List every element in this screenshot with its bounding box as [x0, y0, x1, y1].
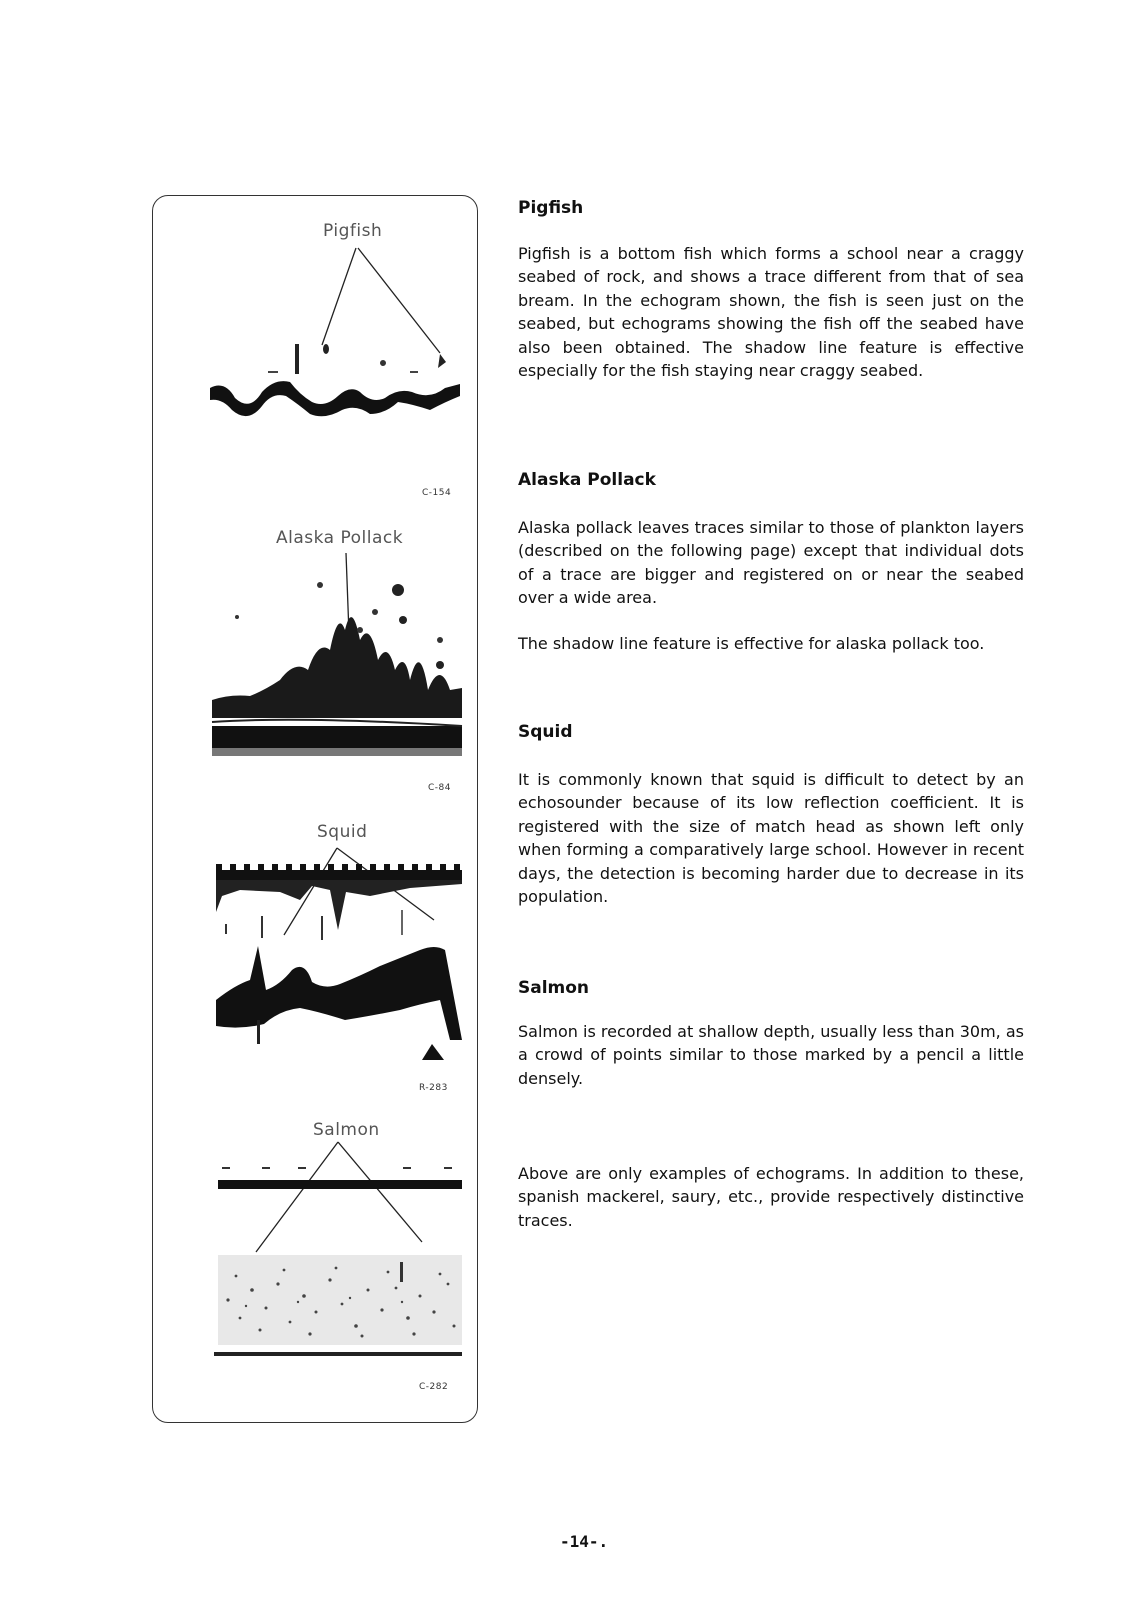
- figure-label-pigfish: Pigfish: [323, 221, 383, 241]
- section-body-pigfish: Pigfish is a bottom fish which forms a school near a craggy seabed of rock, and shows a trace different from that of sea bream. In the echogram shown, the fish is seen just on the seabed, but echograms showing the fish off the seabed have also been obtained. The shadow line feature is effective especially for the fish staying near craggy seabed.: [518, 244, 1024, 381]
- section-title-alaska-pollack: Alaska Pollack: [518, 470, 656, 490]
- section-body-alaska-pollack: Alaska pollack leaves traces similar to those of plankton layers (described on the following page) except that individual dots of a trace are bigger and registered on or near the seabed over a wide area.: [518, 518, 1024, 608]
- section-body-salmon: Salmon is recorded at shallow depth, usually less than 30m, as a crowd of points similar to those marked by a pencil a little densely.: [518, 1022, 1024, 1088]
- figure-code-salmon: C-282: [419, 1382, 449, 1392]
- salmon-echogram: [214, 1142, 462, 1356]
- figure-label-alaska-pollack: Alaska Pollack: [276, 528, 404, 548]
- page-number: -14-.: [560, 1532, 609, 1551]
- figure-code-alaska-pollack: C-84: [428, 783, 451, 793]
- pigfish-echogram: [210, 248, 460, 416]
- figure-code-pigfish: C-154: [422, 488, 452, 498]
- section-title-squid: Squid: [518, 722, 573, 742]
- section-title-salmon: Salmon: [518, 978, 590, 998]
- alaska-pollack-echogram: [212, 553, 462, 756]
- closing-paragraph: Above are only examples of echograms. In addition to these, spanish mackerel, saury, etc., provide respectively distinctive traces.: [518, 1164, 1024, 1230]
- section-body-alaska-pollack-2: The shadow line feature is effective for alaska pollack too.: [518, 634, 985, 653]
- section-title-pigfish: Pigfish: [518, 198, 584, 218]
- squid-echogram: [216, 848, 462, 1060]
- figure-label-salmon: Salmon: [313, 1120, 380, 1140]
- section-body-squid: It is commonly known that squid is difficult to detect by an echosounder because of its low reflection coefficient. It is registered with the size of match head as shown left only when forming a comparatively large school. However in recent days, the detection is becoming harder due to decrease in its population.: [518, 770, 1024, 907]
- figure-code-squid: R-283: [419, 1083, 448, 1093]
- figure-label-squid: Squid: [317, 822, 368, 842]
